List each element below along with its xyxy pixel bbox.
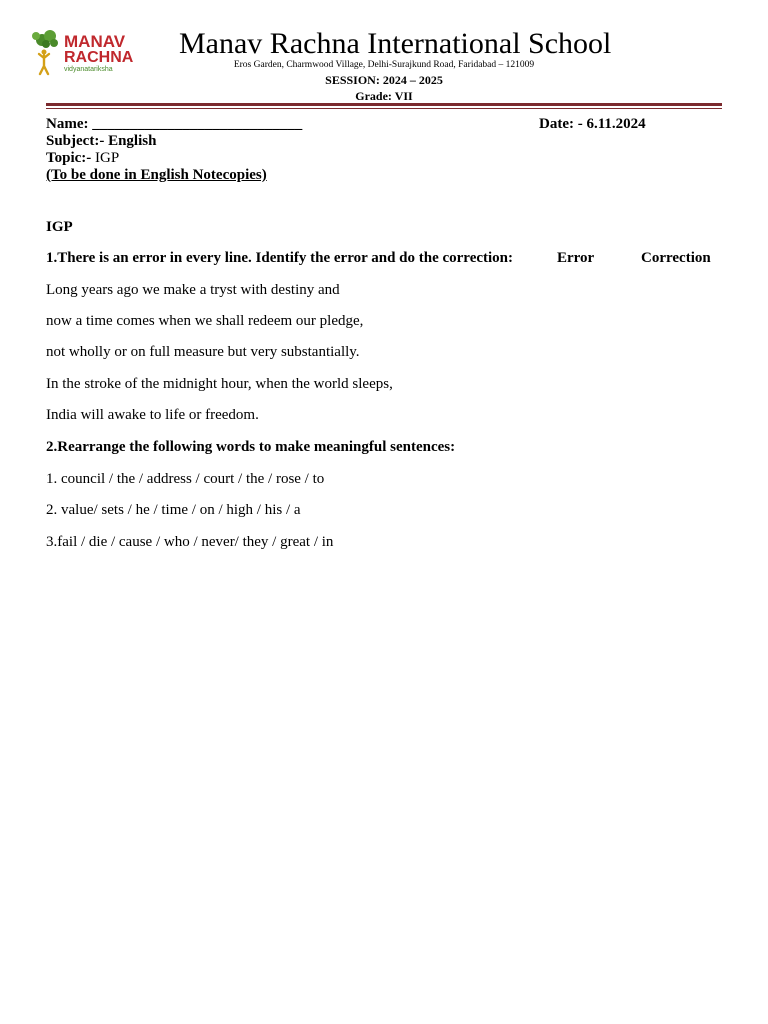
header-rule-thin — [46, 108, 722, 109]
q1-line: In the stroke of the midnight hour, when the world sleeps, — [46, 376, 393, 392]
header-rule-thick — [46, 103, 722, 106]
topic-line — [46, 150, 119, 167]
logo-tagline: vidyanatariksha — [64, 66, 113, 73]
q1-heading: 1.There is an error in every line. Identify the error and do the correction: — [46, 250, 514, 266]
school-name: Manav Rachna International School — [179, 27, 612, 60]
section-title: IGP — [46, 219, 73, 235]
q1-line: India will awake to life or freedom. — [46, 407, 259, 423]
subject-value: English — [108, 133, 157, 149]
logo-line1: MANAV — [64, 32, 126, 51]
q1-line: not wholly or on full measure but very substantially. — [46, 344, 360, 360]
topic-label: Topic:- — [46, 150, 96, 166]
tree-icon — [30, 28, 152, 78]
school-logo — [30, 28, 152, 78]
q1-col-correction: Correction — [641, 250, 711, 266]
topic-value: IGP — [95, 150, 120, 166]
subject-label: Subject:- — [46, 133, 109, 149]
q2-heading: 2.Rearrange the following words to make meaningful sentences: — [46, 439, 456, 455]
note: (To be done in English Notecopies) — [46, 167, 267, 183]
q1-col-error: Error — [557, 250, 595, 266]
subject-line — [46, 133, 156, 150]
session: SESSION: 2024 – 2025 — [325, 73, 443, 87]
name-field: Name: ____________________________ — [46, 116, 303, 132]
q1-line: now a time comes when we shall redeem our pledge, — [46, 313, 364, 329]
q2-item: 3.fail / die / cause / who / never/ they / great / in — [46, 534, 334, 550]
logo-line2: RACHNA — [64, 49, 134, 66]
q1-line: Long years ago we make a tryst with destiny and — [46, 282, 340, 298]
q2-item: 1. council / the / address / court / the / rose / to — [46, 471, 325, 487]
date: Date: - 6.11.2024 — [539, 116, 646, 132]
school-address: Eros Garden, Charmwood Village, Delhi-Surajkund Road, Faridabad – 121009 — [233, 60, 535, 70]
grade: Grade: VII — [355, 89, 413, 103]
q2-item: 2. value/ sets / he / time / on / high / his / a — [46, 502, 301, 518]
